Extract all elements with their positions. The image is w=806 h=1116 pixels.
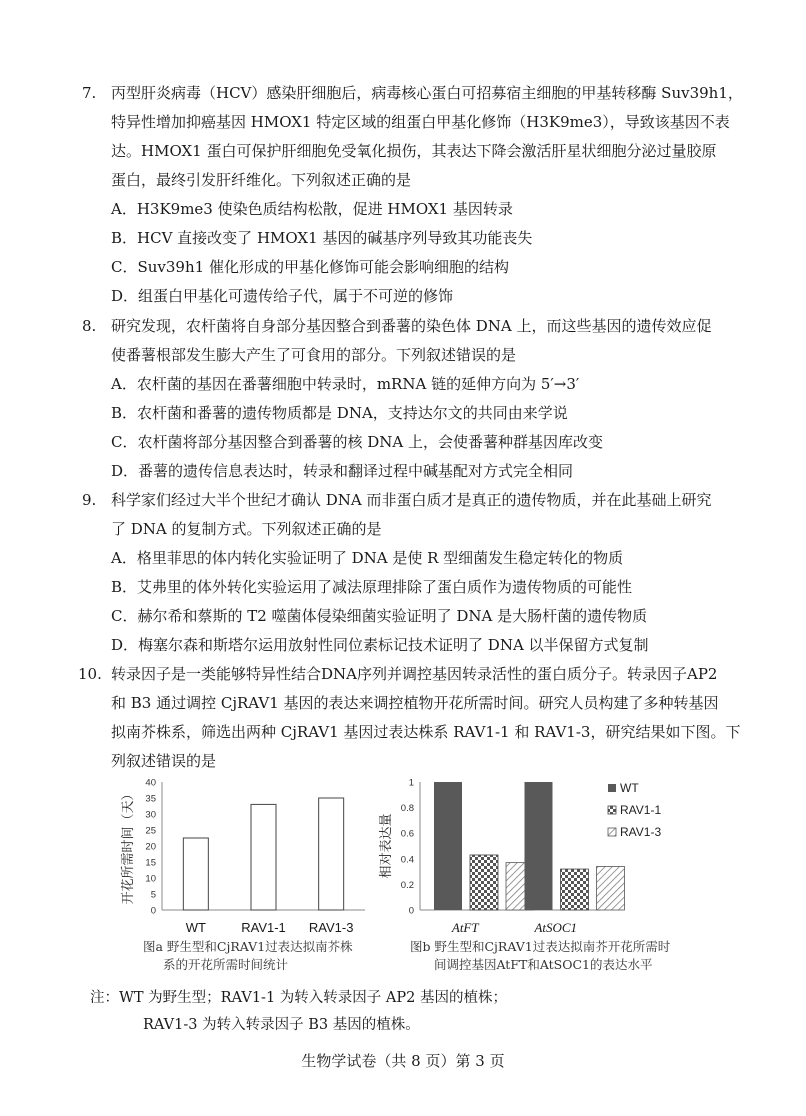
chart-b-caption-line1: 图b 野生型和CjRAV1过表达拟南芥开花所需时 [410, 939, 671, 954]
question-text-line: 和 B3 通过调控 CjRAV1 基因的表达来调控植物开花所需时间。研究人员构建了多种转基因 [111, 694, 719, 712]
question-text-line: 了 DNA 的复制方式。下列叙述正确的是 [111, 520, 382, 538]
y-tick-label: 15 [145, 857, 156, 869]
page-footer: 生物学试卷（共 8 页）第 3 页 [301, 1052, 505, 1070]
x-tick-label: WT [185, 920, 206, 935]
y-tick-label: 30 [145, 809, 156, 821]
question-number: 7. [82, 84, 97, 102]
legend-label: RAV1-3 [620, 825, 662, 839]
option-a: A．农杆菌的基因在番薯细胞中转录时，mRNA 链的延伸方向为 5′→3′ [111, 375, 580, 393]
option-b: B．HCV 直接改变了 HMOX1 基因的碱基序列导致其功能丧失 [111, 229, 533, 247]
option-a: A．H3K9me3 使染色质结构松散，促进 HMOX1 基因转录 [111, 200, 513, 218]
question-text-line: 转录因子是一类能够特异性结合DNA序列并调控基因转录活性的蛋白质分子。转录因子AP2 [111, 665, 718, 683]
question-text-line: 蛋白，最终引发肝纤维化。下列叙述正确的是 [111, 171, 412, 189]
question-text-line: 科学家们经过大半个世纪才确认 DNA 而非蛋白质才是真正的遗传物质，并在此基础上研究 [111, 491, 712, 509]
question-number: 9. [82, 491, 97, 509]
y-tick-label: 20 [145, 841, 156, 853]
y-tick-label: 0.6 [400, 828, 414, 840]
question-number: 8. [82, 317, 97, 335]
chart-b [376, 770, 716, 935]
y-tick-label: 10 [145, 873, 156, 885]
bar [319, 798, 344, 910]
y-tick-label: 5 [150, 889, 156, 901]
question-text-line: 达。HMOX1 蛋白可保护肝细胞免受氧化损伤，其表达下降会激活肝星状细胞分泌过量胶原 [111, 142, 717, 160]
chart-a-caption-line2: 系的开花所需时间统计 [163, 957, 289, 972]
legend-swatch [608, 784, 616, 792]
y-tick-label: 0.4 [400, 854, 414, 866]
y-tick-label: 1 [408, 777, 414, 789]
chart-a-svg [110, 770, 370, 920]
x-tick-label: RAV1-3 [308, 920, 354, 935]
bar [434, 782, 462, 910]
option-d: D．番薯的遗传信息表达时，转录和翻译过程中碱基配对方式完全相同 [111, 462, 574, 480]
y-tick-label: 0.2 [400, 879, 414, 891]
y-tick-label: 0 [150, 905, 156, 917]
bar [561, 869, 589, 910]
option-a: A．格里菲思的体内转化实验证明了 DNA 是使 R 型细菌发生稳定转化的物质 [111, 549, 624, 567]
option-d: D．梅塞尔森和斯塔尔运用放射性同位素标记技术证明了 DNA 以半保留方式复制 [111, 636, 649, 654]
option-d: D．组蛋白甲基化可遗传给子代，属于不可逆的修饰 [111, 287, 454, 305]
note-line1: 注：WT 为野生型；RAV1-1 为转入转录因子 AP2 基因的植株； [90, 990, 507, 1006]
y-tick-label: 40 [145, 777, 156, 789]
question-text-line: 列叙述错误的是 [111, 752, 217, 770]
x-tick-label: RAV1-1 [241, 920, 286, 935]
x-tick-label: AtFT [451, 920, 479, 935]
question-text-line: 研究发现，农杆菌将自身部分基因整合到番薯的染色体 DNA 上，而这些基因的遗传效应促 [111, 317, 712, 335]
chart-b-svg [376, 770, 716, 920]
bar [251, 804, 276, 910]
legend-label: RAV1-1 [620, 803, 662, 817]
option-b: B．农杆菌和番薯的遗传物质都是 DNA，支持达尔文的共同由来学说 [111, 404, 568, 422]
y-tick-label: 0 [408, 905, 414, 917]
chart-b-caption-line2: 间调控基因AtFT和AtSOC1的表达水平 [434, 957, 653, 972]
chart-a [110, 770, 370, 935]
legend-swatch [608, 828, 616, 836]
x-tick-label: AtSOC1 [534, 920, 578, 935]
bar [525, 782, 553, 910]
chart-a-caption-line1: 图a 野生型和CjRAV1过表达拟南芥株 [143, 939, 353, 954]
note-line2: RAV1-3 为转入转录因子 B3 基因的植株。 [143, 1017, 420, 1033]
legend-swatch [608, 806, 616, 814]
option-c: C．Suv39h1 催化形成的甲基化修饰可能会影响细胞的结构 [111, 258, 509, 276]
bar [597, 866, 625, 910]
y-tick-label: 0.8 [400, 803, 414, 815]
y-tick-label: 25 [145, 825, 156, 837]
bar [183, 838, 208, 910]
bar [470, 855, 498, 910]
option-b: B．艾弗里的体外转化实验运用了减法原理排除了蛋白质作为遗传物质的可能性 [111, 578, 633, 596]
option-c: C．农杆菌将部分基因整合到番薯的核 DNA 上，会使番薯种群基因库改变 [111, 433, 604, 451]
question-text-line: 特异性增加抑癌基因 HMOX1 特定区域的组蛋白甲基化修饰（H3K9me3），导致该基因不表 [111, 113, 730, 131]
question-text-line: 丙型肝炎病毒（HCV）感染肝细胞后，病毒核心蛋白可招募宿主细胞的甲基转移酶 Suv39h1， [111, 84, 743, 102]
y-axis-label: 相对表达量 [378, 813, 393, 879]
question-text-line: 使番薯根部发生膨大产生了可食用的部分。下列叙述错误的是 [111, 346, 517, 364]
y-axis-label: 开花所需时间（天） [120, 787, 135, 905]
legend-label: WT [620, 781, 639, 795]
option-c: C．赫尔希和蔡斯的 T2 噬菌体侵染细菌实验证明了 DNA 是大肠杆菌的遗传物质 [111, 607, 648, 625]
question-number: 10. [78, 665, 102, 683]
question-text-line: 拟南芥株系，筛选出两种 CjRAV1 基因过表达株系 RAV1-1 和 RAV1-3，研究结果如下图。下 [111, 723, 741, 741]
y-tick-label: 35 [145, 793, 156, 805]
